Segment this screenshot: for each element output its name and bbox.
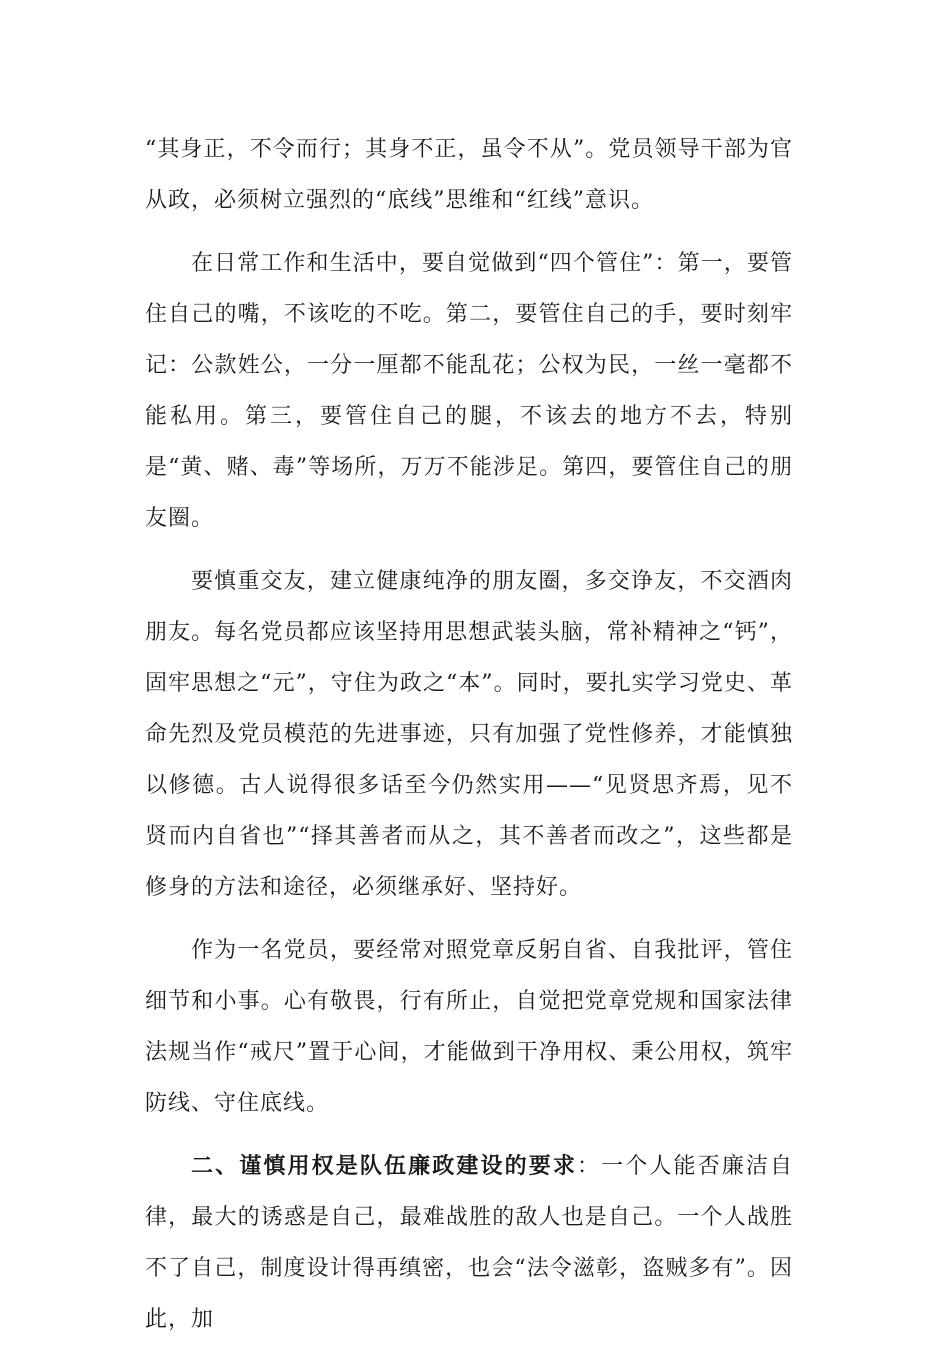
paragraph-four-controls: 在日常工作和生活中，要自觉做到“四个管住”：第一，要管住自己的嘴，不该吃的不吃。第二，要管住自己的手，要时刻牢记：公款姓公，一分一厘都不能乱花；公权为民，一丝一毫都不能私用。第三，要管住自己的腿，不该去的地方不去，特别是“黄、赌、毒”等场所，万万不能涉足。第四，要管住自己的朋友圈。 bbox=[145, 251, 793, 531]
paragraph-section-two bbox=[145, 1141, 793, 1345]
document-body bbox=[145, 124, 793, 1357]
section-two-text: ：一个人能否廉洁自律，最大的诱惑是自己，最难战胜的敌人也是自己。一个人战胜不了自己，制度设计得再缜密，也会“法令滋彰，盗贼多有”。因此，加 bbox=[145, 1154, 793, 1332]
paragraph-friendship: 要慎重交友，建立健康纯净的朋友圈，多交诤友，不交酒肉朋友。每名党员都应该坚持用思想武装头脑，常补精神之“钙”，固牢思想之“元”，守住为政之“本”。同时，要扎实学习党史、革命先烈及党员模范的先进事迹，只有加强了党性修养，才能慎独以修德。古人说得很多话至今仍然实用——“见贤思齐焉，见不贤而内自省也”“择其善者而从之，其不善者而改之”，这些都是修身的方法和途径，必须继承好、坚持好。 bbox=[145, 569, 793, 900]
section-two-heading: 二、谨慎用权是队伍廉政建设的要求 bbox=[191, 1153, 577, 1179]
paragraph-self-reflection: 作为一名党员，要经常对照党章反躬自省、自我批评，管住细节和小事。心有敬畏，行有所止，自觉把党章党规和国家法律法规当作“戒尺”置于心间，才能做到干净用权、秉公用权，筑牢防线、守住底线。 bbox=[145, 938, 793, 1116]
paragraph-quote-intro: “其身正，不令而行；其身不正，虽令不从”。党员领导干部为官从政，必须树立强烈的“底线”思维和“红线”意识。 bbox=[145, 137, 793, 213]
